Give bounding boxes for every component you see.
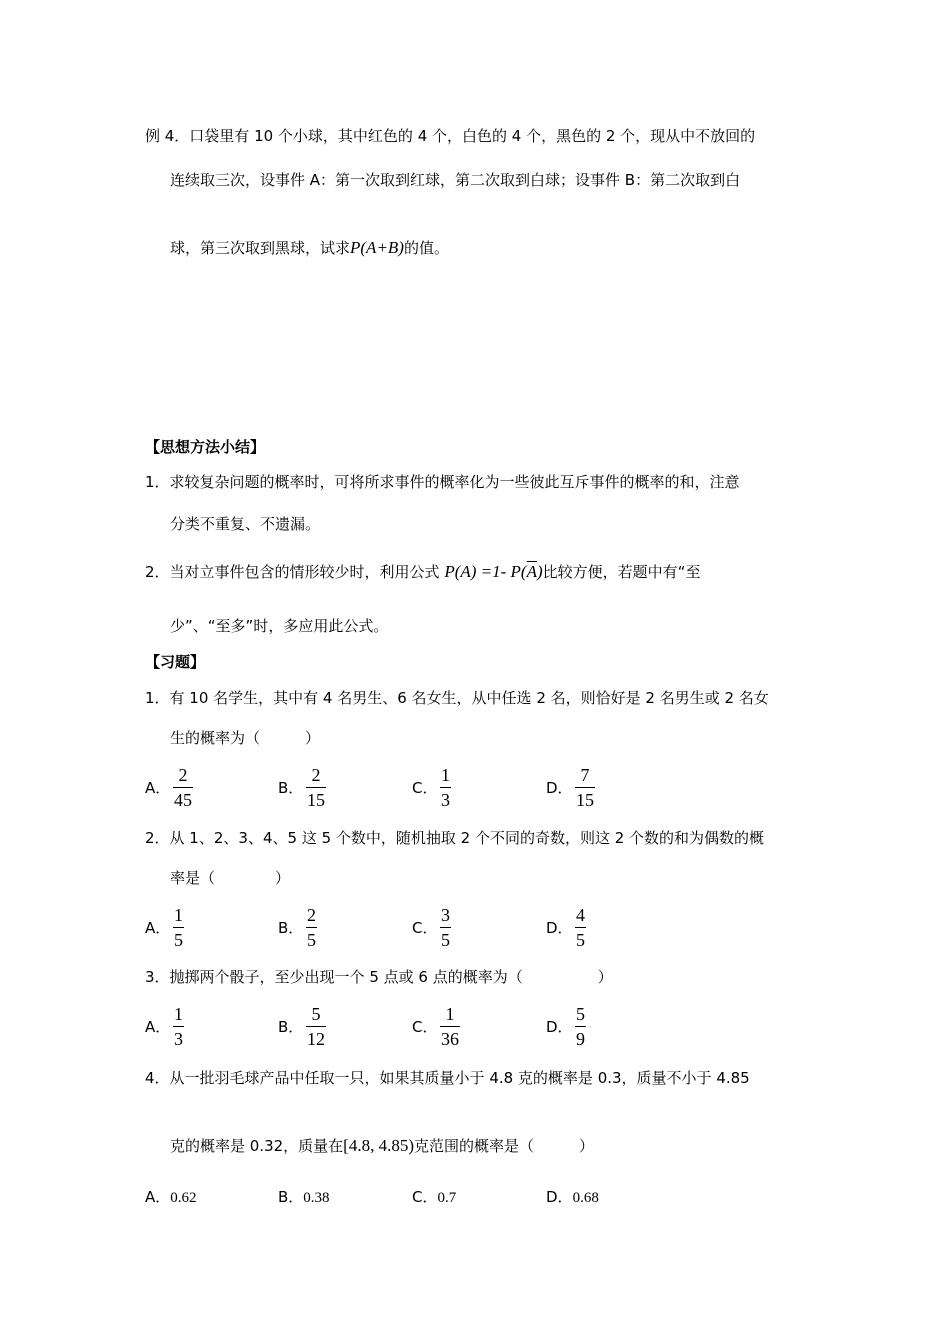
q4-option-d-label: D．: [546, 1188, 573, 1206]
q3-option-a-fraction: [173, 1004, 184, 1049]
q2-option-c-num: 3: [441, 905, 450, 925]
q1-option-c-label: C．: [412, 779, 438, 797]
example4-line3: [170, 238, 449, 258]
q4-interval: [4.8, 4.85): [343, 1136, 414, 1155]
summary-heading: 【思想方法小结】: [145, 438, 266, 456]
q3-option-c-fraction: [440, 1004, 460, 1049]
q2-line1: 2．从 1、2、3、4、5 这 5 个数中，随机抽取 2 个不同的奇数，则这 2 个数的和为偶数的概: [145, 829, 765, 847]
q1-option-a-den: 45: [174, 790, 192, 810]
q2-option-c-label: C．: [412, 919, 438, 937]
q1-option-d-num: 7: [580, 765, 590, 785]
q3-option-b-fraction: [306, 1004, 326, 1049]
q4-line2-pre: 克的概率是 0.32，质量在: [170, 1137, 344, 1155]
summary-formula: [444, 562, 542, 581]
q3-option-b-den: 12: [307, 1029, 325, 1049]
q2-option-d-fraction: [575, 905, 586, 950]
q1-option-d-fraction: [575, 765, 595, 810]
q3-option-b-label: B．: [278, 1018, 304, 1036]
example4-formula: P(A+B): [350, 238, 404, 257]
q4-option-b-label: B．: [278, 1188, 304, 1206]
q2-option-a-fraction: [173, 905, 184, 950]
q2-option-d-num: 4: [576, 905, 585, 925]
q4-option-a-label: A．: [145, 1188, 171, 1206]
q4-option-d: [546, 1187, 599, 1208]
q2-option-d-den: 5: [576, 930, 585, 950]
q4-option-d-value: 0.68: [572, 1190, 599, 1206]
q1-option-c-den: 3: [441, 790, 450, 810]
q4-option-a-value: 0.62: [170, 1190, 197, 1206]
q1-option-c-fraction: [440, 765, 451, 810]
q1-option-b-label: B．: [278, 779, 304, 797]
q3-option-a-label: A．: [145, 1018, 171, 1036]
q4-line2: [170, 1136, 594, 1156]
q1-option-d-label: D．: [546, 779, 573, 797]
q1-line1: 1．有 10 名学生，其中有 4 名男生、6 名女生，从中任选 2 名，则恰好是 2 名男生或 2 名女: [145, 689, 769, 707]
q1-option-b-num: 2: [311, 765, 321, 785]
q3-line1: 3．抛掷两个骰子，至少出现一个 5 点或 6 点的概率为（ ）: [145, 968, 613, 986]
q4-option-c: [412, 1187, 456, 1208]
q1-option-c-num: 1: [441, 765, 450, 785]
q2-option-b-num: 2: [307, 905, 316, 925]
q3-option-d-label: D．: [546, 1018, 573, 1036]
q1-option-b-fraction: [306, 765, 326, 810]
summary-item2-line2: 少”、“至多”时，多应用此公式。: [170, 617, 389, 635]
q2-option-c-den: 5: [441, 930, 450, 950]
q3-option-a-den: 3: [174, 1029, 183, 1049]
q2-option-a-num: 1: [174, 905, 183, 925]
q2-option-a-label: A．: [145, 919, 171, 937]
q4-line1: 4．从一批羽毛球产品中任取一只，如果其质量小于 4.8 克的概率是 0.3，质量不小于 4.85: [145, 1069, 750, 1087]
example4-line3-pre: 球，第三次取到黑球，试求: [170, 239, 351, 257]
q4-option-b: [278, 1187, 330, 1208]
q2-option-b-fraction: [306, 905, 317, 950]
summary-item2-post: 比较方便，若题中有“至: [542, 563, 701, 581]
summary-formula-complement: $\overline{A}$: [526, 562, 537, 581]
q1-option-a-num: 2: [178, 765, 188, 785]
q4-option-a: [145, 1187, 197, 1208]
q1-option-b-den: 15: [307, 790, 325, 810]
q1-line2: 生的概率为（ ）: [170, 729, 321, 747]
q1-option-d-den: 15: [576, 790, 594, 810]
q3-option-a-num: 1: [174, 1004, 183, 1024]
summary-item2-line1: [145, 562, 700, 582]
q4-line2-post: 克范围的概率是（ ）: [414, 1137, 595, 1155]
q4-option-b-value: 0.38: [303, 1190, 330, 1206]
example4-line3-post: 的值。: [403, 239, 449, 257]
summary-item1-line2: 分类不重复、不遗漏。: [170, 515, 321, 533]
example4-line2: 连续取三次，设事件 A：第一次取到红球，第二次取到白球；设事件 B：第二次取到白: [170, 171, 741, 189]
summary-formula-right: ): [537, 562, 543, 581]
q4-option-c-label: C．: [412, 1188, 438, 1206]
summary-formula-left: P(A) =1- P(: [444, 562, 527, 581]
example4-line1: 例 4．口袋里有 10 个小球，其中红色的 4 个，白色的 4 个，黑色的 2 个，现从中不放回的: [145, 127, 756, 145]
q3-option-c-num: 1: [445, 1004, 455, 1024]
q3-option-c-label: C．: [412, 1018, 438, 1036]
q2-option-b-label: B．: [278, 919, 304, 937]
q1-option-a-label: A．: [145, 779, 171, 797]
q2-option-b-den: 5: [307, 930, 316, 950]
q2-option-d-label: D．: [546, 919, 573, 937]
q3-option-b-num: 5: [311, 1004, 321, 1024]
summary-item1-line1: 1．求较复杂问题的概率时，可将所求事件的概率化为一些彼此互斥事件的概率的和，注意: [145, 473, 740, 491]
summary-item2-pre: 2．当对立事件包含的情形较少时，利用公式: [145, 563, 440, 581]
exercises-heading: 【习题】: [145, 653, 206, 671]
q3-option-d-num: 5: [576, 1004, 585, 1024]
q2-option-c-fraction: [440, 905, 451, 950]
q2-line2: 率是（ ）: [170, 869, 291, 887]
q1-option-a-fraction: [173, 765, 193, 810]
q2-option-a-den: 5: [174, 930, 183, 950]
q3-option-d-fraction: [575, 1004, 586, 1049]
q3-option-c-den: 36: [441, 1029, 459, 1049]
q4-option-c-value: 0.7: [437, 1190, 457, 1206]
q3-option-d-den: 9: [576, 1029, 585, 1049]
